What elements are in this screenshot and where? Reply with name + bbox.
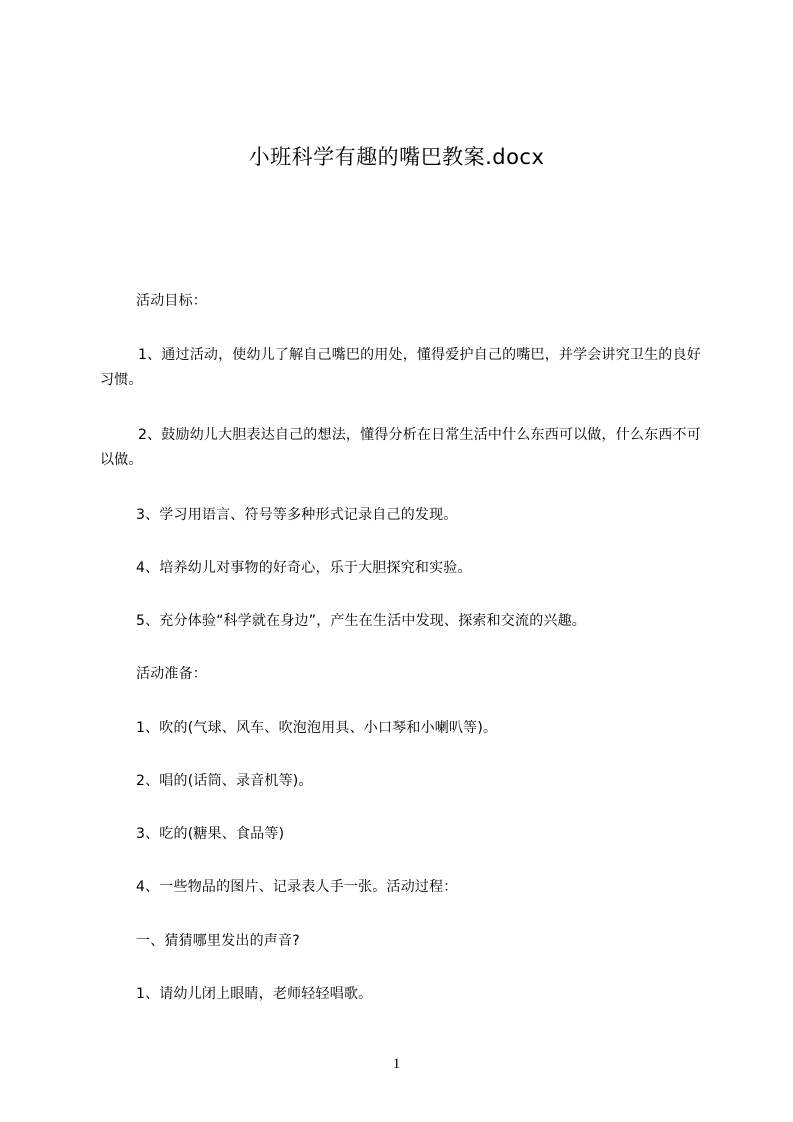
page-number: 1: [392, 1056, 401, 1072]
paragraph: 3、吃的(糖果、食品等): [136, 826, 285, 842]
document-title: 小班科学有趣的嘴巴教案.docx: [248, 145, 545, 169]
paragraph: 1、请幼儿闭上眼睛，老师轻轻唱歌。: [136, 986, 373, 1002]
paragraph: 2、唱的(话筒、录音机等)。: [136, 773, 313, 789]
paragraph: 活动目标：: [136, 293, 207, 309]
paragraph: 2、鼓励幼儿大胆表达自己的想法，懂得分析在日常生活中什么东西可以做，什么东西不可以做。: [100, 427, 701, 468]
paragraph: 4、一些物品的图片、记录表人手一张。活动过程：: [136, 879, 458, 895]
paragraph: 1、通过活动，使幼儿了解自己嘴巴的用处，懂得爱护自己的嘴巴，并学会讲究卫生的良好习惯。: [100, 347, 701, 388]
paragraph: 一、猜猜哪里发出的声音?: [136, 933, 300, 949]
paragraph: 4、培养幼儿对事物的好奇心，乐于大胆探究和实验。: [136, 560, 472, 576]
paragraph: 活动准备：: [136, 666, 207, 682]
paragraph: 1、吹的(气球、风车、吹泡泡用具、小口琴和小喇叭等)。: [136, 720, 498, 736]
paragraph: 3、学习用语言、符号等多种形式记录自己的发现。: [136, 507, 458, 523]
paragraph: 5、充分体验“科学就在身边”，产生在生活中发现、探索和交流的兴趣。: [136, 613, 587, 629]
